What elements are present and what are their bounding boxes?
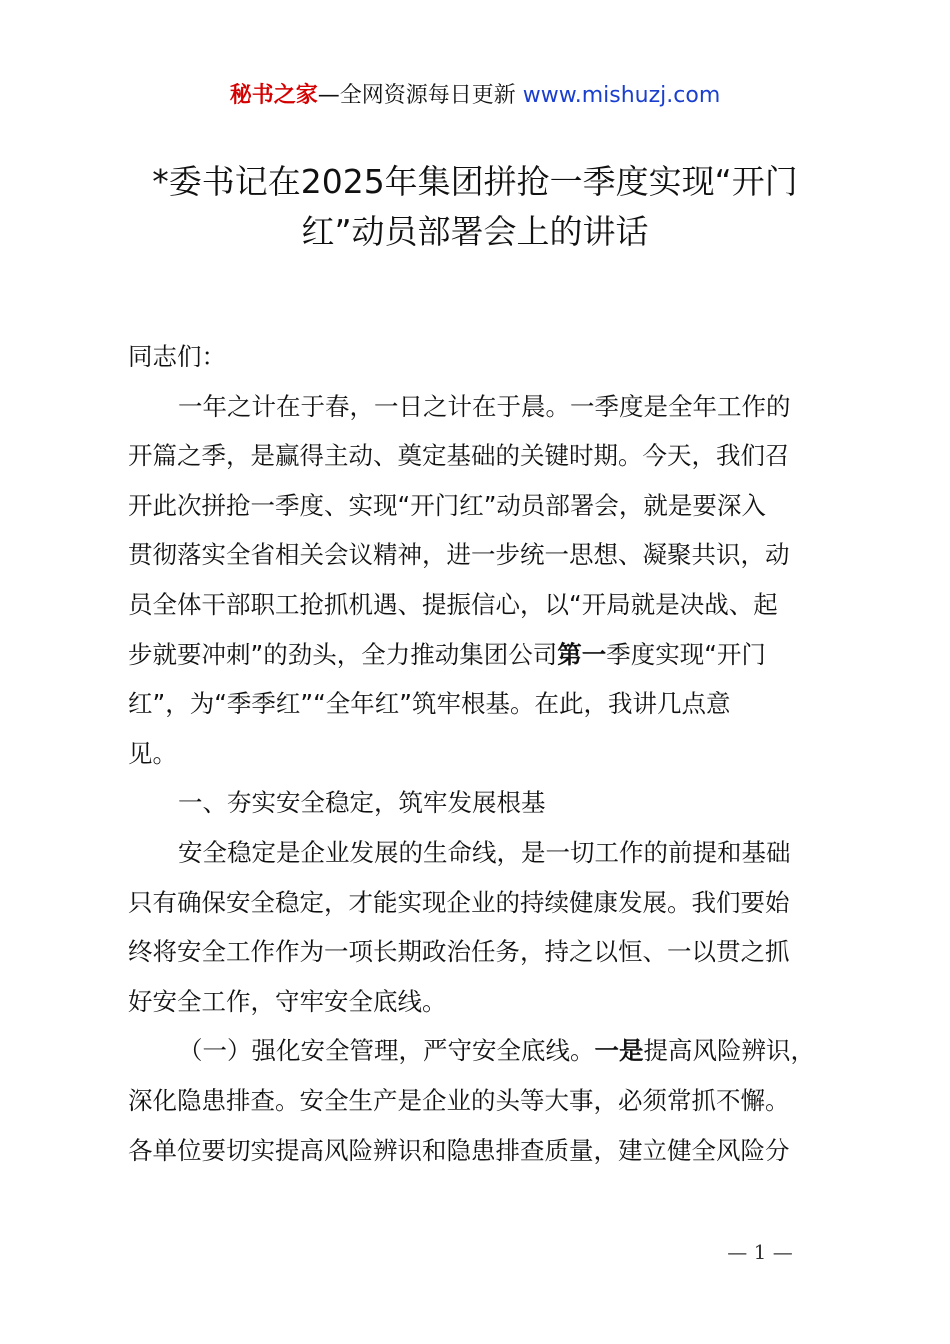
site-url-link[interactable]: www.mishuzj.com: [522, 83, 721, 108]
bold-text-run: 一是: [594, 1036, 644, 1066]
site-slogan: —全网资源每日更新: [317, 83, 523, 108]
bold-text-run: 第一: [557, 639, 607, 669]
paragraph-line: 好安全工作，守牢安全底线。: [128, 986, 447, 1016]
section-heading-1: 一、夯实安全稳定，筑牢发展根基: [178, 788, 546, 818]
salutation: 同志们：: [128, 342, 226, 371]
document-body: [128, 332, 848, 1175]
title-line-1: *委书记在2025年集团拼抢一季度实现“开门: [152, 162, 798, 201]
text-run: 提高风险辨识，: [643, 1036, 815, 1066]
paragraph-line: 员全体干部职工抢抓机遇、提振信心，以“开局就是决战、起: [128, 589, 778, 619]
site-header: [0, 80, 950, 112]
paragraph-line: 开此次拼抢一季度、实现“开门红”动员部署会，就是要深入: [128, 490, 766, 520]
paragraph-line: 一年之计在于春，一日之计在于晨。一季度是全年工作的: [178, 391, 791, 421]
paragraph-line: 安全稳定是企业发展的生命线，是一切工作的前提和基础: [178, 837, 791, 867]
text-run: 季度实现“开门: [606, 639, 766, 669]
paragraph-intro: [128, 382, 848, 779]
paragraph-line: [128, 630, 848, 680]
paragraph-safety: [128, 828, 848, 1026]
site-brand: 秘书之家: [229, 83, 318, 108]
title-line-2: 红”动员部署会上的讲话: [301, 211, 649, 251]
paragraph-line: 开篇之季，是赢得主动、奠定基础的关键时期。今天，我们召: [128, 441, 790, 471]
paragraph-line: 只有确保安全稳定，才能实现企业的持续健康发展。我们要始: [128, 887, 790, 917]
paragraph-line: [128, 1026, 848, 1076]
paragraph-line: 终将安全工作作为一项长期政治任务，持之以恒、一以贯之抓: [128, 937, 790, 967]
text-run: 步就要冲刺”的劲头，全力推动集团公司: [128, 639, 558, 669]
paragraph-line: 各单位要切实提高风险辨识和隐患排查质量，建立健全风险分: [128, 1135, 790, 1165]
paragraph-line: 红”，为“季季红”“全年红”筑牢根基。在此，我讲几点意: [128, 689, 731, 719]
text-run: （一）强化安全管理，严守安全底线。: [178, 1036, 595, 1066]
paragraph-subsection-1: [128, 1026, 848, 1175]
paragraph-line: 贯彻落实全省相关会议精神，进一步统一思想、凝聚共识，动: [128, 540, 790, 570]
document-title: [110, 158, 840, 257]
paragraph-line: 深化隐患排查。安全生产是企业的头等大事，必须常抓不懈。: [128, 1085, 790, 1115]
paragraph-line: 见。: [128, 738, 177, 768]
page-number: — 1 —: [727, 1240, 793, 1264]
